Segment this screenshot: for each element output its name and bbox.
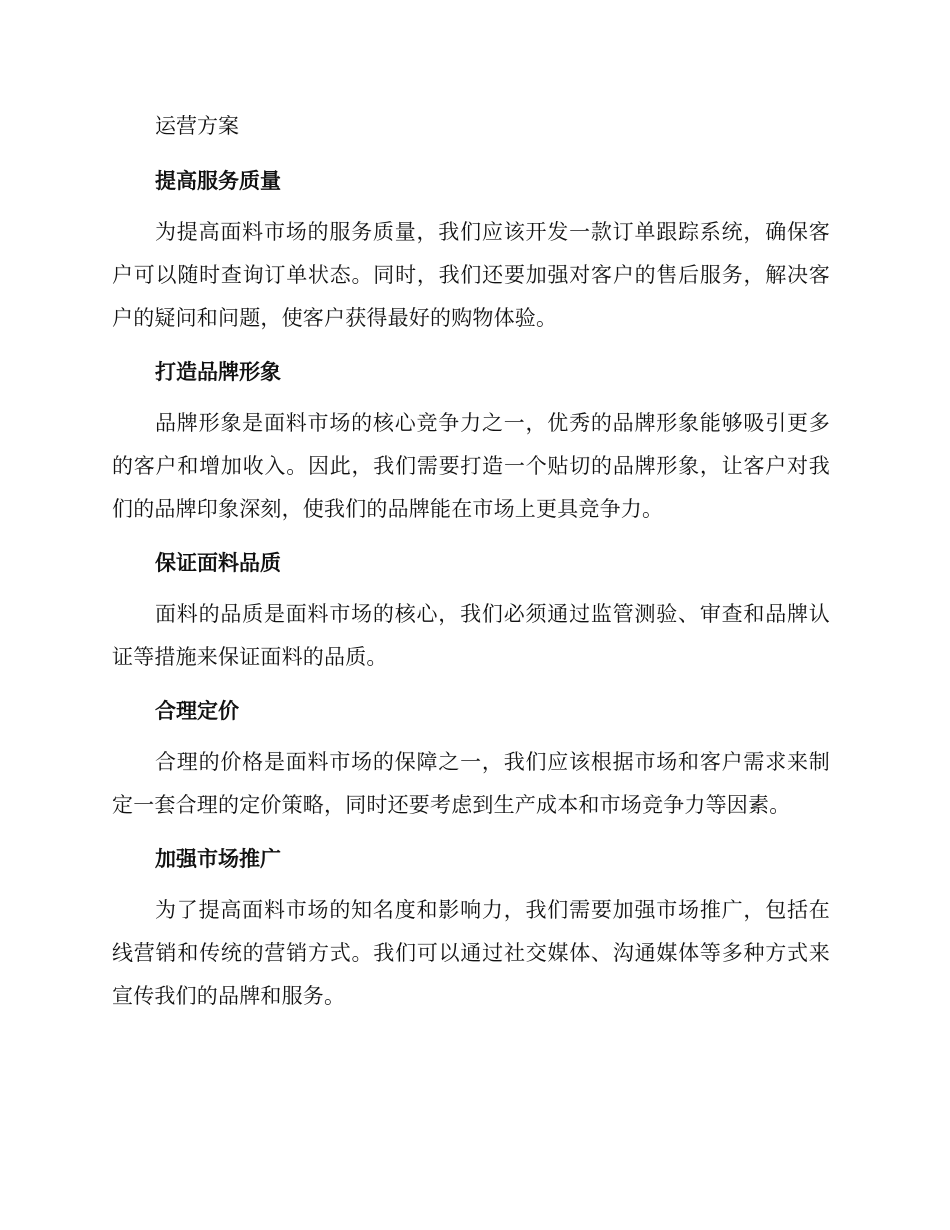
section-body-pricing: 合理的价格是面料市场的保障之一，我们应该根据市场和客户需求来制定一套合理的定价策略，同时还要考虑到生产成本和市场竞争力等因素。 <box>112 750 830 817</box>
section-heading-fabric-quality: 保证面料品质 <box>155 551 281 575</box>
section-heading-service-quality: 提高服务质量 <box>155 169 281 193</box>
section-heading-marketing: 加强市场推广 <box>155 847 281 871</box>
section-body-brand-image: 品牌形象是面料市场的核心竞争力之一，优秀的品牌形象能够吸引更多的客户和增加收入。因此，我们需要打造一个贴切的品牌形象，让客户对我们的品牌印象深刻，使我们的品牌能在市场上更具竞争力。 <box>112 411 830 521</box>
document-title: 运营方案 <box>155 114 239 138</box>
section-body-marketing: 为了提高面料市场的知名度和影响力，我们需要加强市场推广，包括在线营销和传统的营销方式。我们可以通过社交媒体、沟通媒体等多种方式来宣传我们的品牌和服务。 <box>112 898 830 1008</box>
section-heading-brand-image: 打造品牌形象 <box>155 360 281 384</box>
section-body-fabric-quality: 面料的品质是面料市场的核心，我们必须通过监管测验、审查和品牌认证等措施来保证面料的品质。 <box>112 602 830 669</box>
section-heading-pricing: 合理定价 <box>155 699 239 723</box>
document-body <box>112 110 830 1018</box>
section-body-service-quality: 为提高面料市场的服务质量，我们应该开发一款订单跟踪系统，确保客户可以随时查询订单状态。同时，我们还要加强对客户的售后服务，解决客户的疑问和问题，使客户获得最好的购物体验。 <box>112 220 830 330</box>
